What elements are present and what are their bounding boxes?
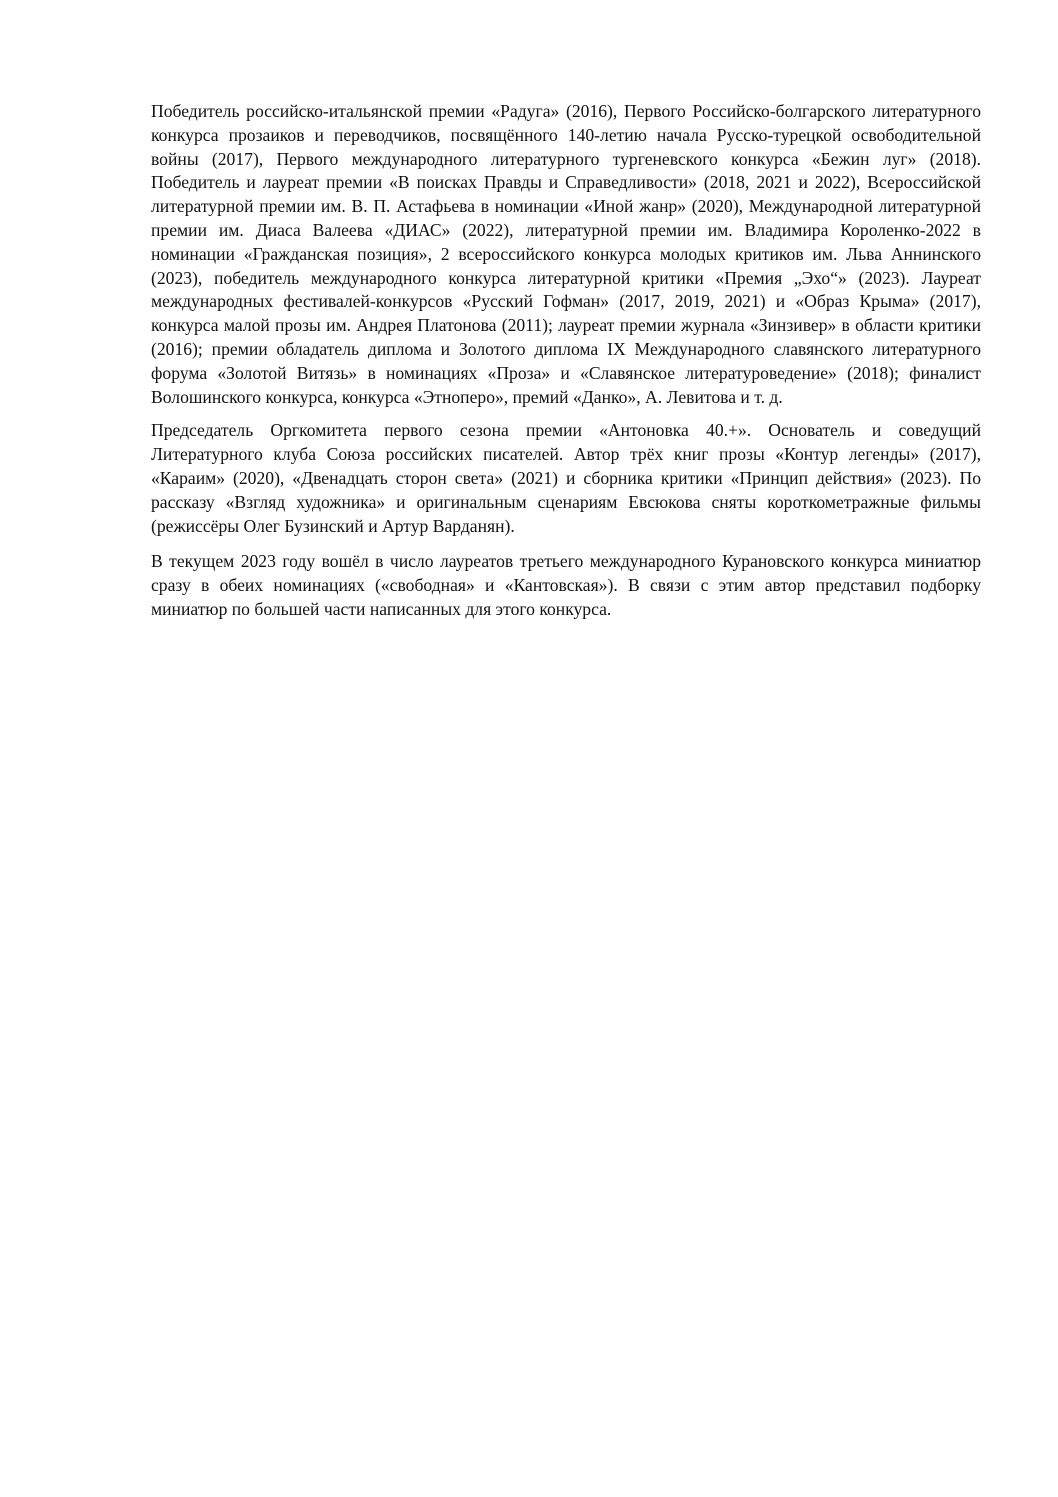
paragraph-current-year: В текущем 2023 году вошёл в число лауреатов третьего международного Курановского конкурса миниатюр сразу в обеих номинациях («свободная» и «Кантовская»). В связи с этим автор представил подборку миниатюр по большей части написанных для этого конкурса. [151, 551, 981, 619]
paragraph-awards: Победитель российско-итальянской премии «Радуга» (2016), Первого Российско-болгарского литературного конкурса прозаиков и переводчиков, посвящённого 140-летию начала Русско-турецкой освободительной войны (2017), Первого международного литературного тургеневского конкурса «Бежин луг» (2018). Победитель и лауреат премии «В поисках Правды и Справедливости» (2018, 2021 и 2022), Всероссийской литературной премии им. В. П. Астафьева в номинации «Иной жанр» (2020), Международной литературной премии им. Диаса Валеева «ДИАС» (2022), литературной премии им. Владимира Короленко-2022 в номинации «Гражданская позиция», 2 всероссийского конкурса молодых критиков им. Льва Аннинского (2023), победитель международного конкурса литературной критики «Премия „Эхо“» (2023). Лауреат международных фестивалей-конкурсов «Русский Гофман» (2017, 2019, 2021) и «Образ Крыма» (2017), конкурса малой прозы им. Андрея Платонова (2011); лауреат премии журнала «Зинзивер» в области критики (2016); премии обладатель диплома и Золотого диплома IX Международного славянского литературного форума «Золотой Витязь» в номинациях «Проза» и «Славянское литературоведение» (2018); финалист Волошинского конкурса, конкурса «Этноперо», премий «Данко», А. Левитова и т. д. [151, 101, 981, 407]
paragraph-activities: Председатель Оргкомитета первого сезона премии «Антоновка 40.+». Основатель и соведущий Литературного клуба Союза российских писателей. Автор трёх книг прозы «Контур легенды» (2017), «Караим» (2020), «Двенадцать сторон света» (2021) и сборника критики «Принцип действия» (2023). По рассказу «Взгляд художника» и оригинальным сценариям Евсюкова сняты короткометражные фильмы (режиссёры Олег Бузинский и Артур Варданян). [151, 420, 981, 536]
body-text [151, 100, 981, 632]
